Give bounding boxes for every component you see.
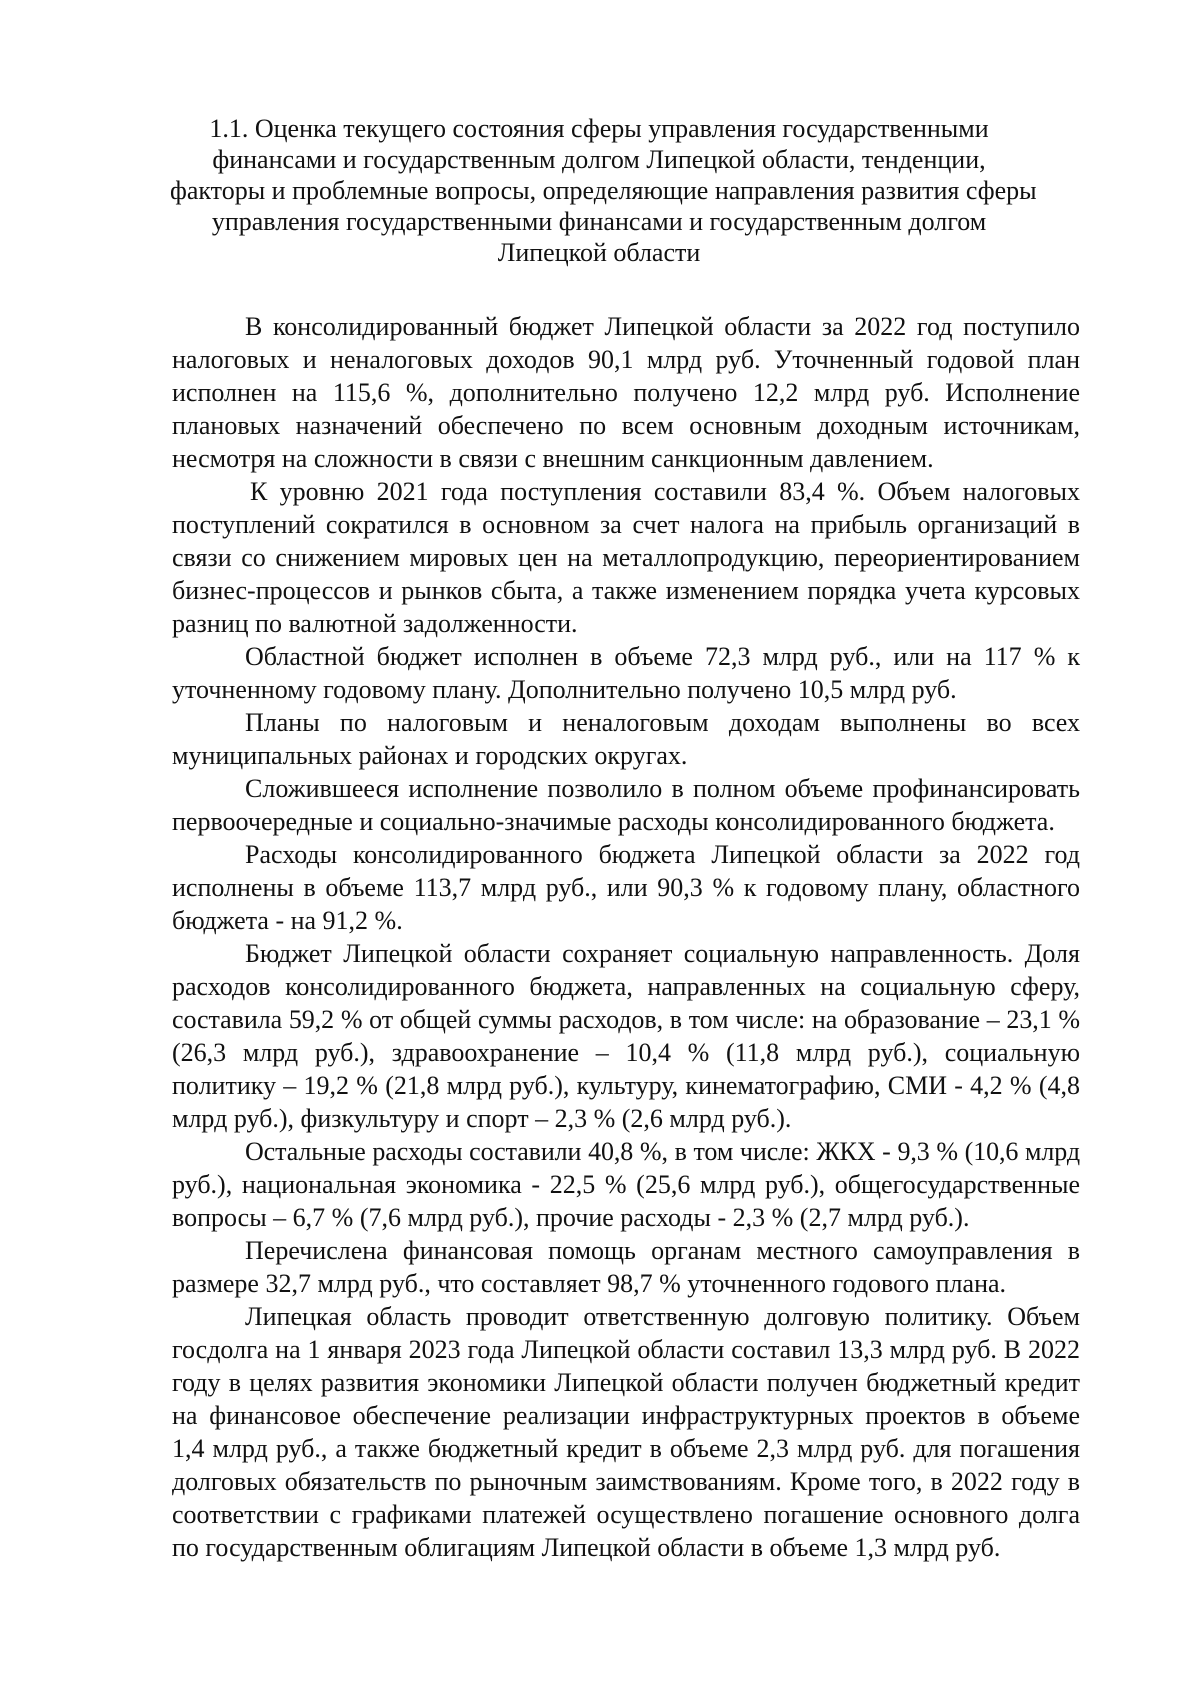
paragraph xyxy=(172,640,1080,706)
text-line: первоочередные и социально-значимые расходы консолидированного бюджета. xyxy=(172,807,1055,836)
text-line: 1,4 млрд руб., а также бюджетный кредит в объеме 2,3 млрд руб. для погашения xyxy=(172,1434,1080,1463)
paragraph xyxy=(172,772,1080,838)
paragraph xyxy=(172,1234,1080,1300)
heading-line: финансами и государственным долгом Липецкой области, тенденции, xyxy=(212,145,986,174)
text-line: политику – 19,2 % (21,8 млрд руб.), культуру, кинематографию, СМИ - 4,2 % (4,8 xyxy=(172,1071,1080,1100)
text-line: госдолга на 1 января 2023 года Липецкой области составил 13,3 млрд руб. В 2022 xyxy=(172,1335,1080,1364)
section-heading xyxy=(170,113,1037,268)
text-line: размере 32,7 млрд руб., что составляет 98,7 % уточненного годового плана. xyxy=(172,1269,1007,1298)
text-line: связи со снижением мировых цен на металлопродукцию, переориентированием xyxy=(172,543,1080,572)
heading-line: управления государственными финансами и государственным долгом xyxy=(211,207,987,236)
text-line: году в целях развития экономики Липецкой области получен бюджетный кредит xyxy=(172,1368,1080,1397)
text-line: Липецкая область проводит ответственную долговую политику. Объем xyxy=(245,1302,1080,1331)
text-line: В консолидированный бюджет Липецкой области за 2022 год поступило xyxy=(245,312,1080,341)
text-line: Областной бюджет исполнен в объеме 72,3 млрд руб., или на 117 % к xyxy=(245,642,1080,671)
heading-line: факторы и проблемные вопросы, определяющие направления развития сферы xyxy=(170,176,1037,205)
heading-line: 1.1. Оценка текущего состояния сферы управления государственными xyxy=(209,114,989,143)
text-line: налоговых и неналоговых доходов 90,1 млрд руб. Уточненный годовой план xyxy=(172,345,1080,374)
paragraph xyxy=(172,937,1080,1135)
body-text xyxy=(172,310,1080,1564)
text-line: Расходы консолидированного бюджета Липецкой области за 2022 год xyxy=(245,840,1080,869)
text-line: млрд руб.), физкультуру и спорт – 2,3 % (2,6 млрд руб.). xyxy=(172,1104,792,1133)
heading-line: Липецкой области xyxy=(497,238,701,267)
text-line: Сложившееся исполнение позволило в полном объеме профинансировать xyxy=(245,774,1080,803)
text-line: поступлений сократился в основном за счет налога на прибыль организаций в xyxy=(172,510,1080,539)
text-line: расходов консолидированного бюджета, направленных на социальную сферу, xyxy=(172,972,1080,1001)
text-line: вопросы – 6,7 % (7,6 млрд руб.), прочие расходы - 2,3 % (2,7 млрд руб.). xyxy=(172,1203,970,1232)
text-line: по государственным облигациям Липецкой области в объеме 1,3 млрд руб. xyxy=(172,1533,1001,1562)
text-line: уточненному годовому плану. Дополнительно получено 10,5 млрд руб. xyxy=(172,675,957,704)
text-line: Остальные расходы составили 40,8 %, в том числе: ЖКХ - 9,3 % (10,6 млрд xyxy=(245,1137,1080,1166)
text-line: Бюджет Липецкой области сохраняет социальную направленность. Доля xyxy=(245,939,1080,968)
text-line: (26,3 млрд руб.), здравоохранение – 10,4 % (11,8 млрд руб.), социальную xyxy=(172,1038,1080,1067)
paragraph xyxy=(172,1300,1080,1564)
text-line: исполнены в объеме 113,7 млрд руб., или 90,3 % к годовому плану, областного xyxy=(172,873,1080,902)
text-line: бизнес-процессов и рынков сбыта, а также изменением порядка учета курсовых xyxy=(172,576,1080,605)
text-line: долговых обязательств по рыночным заимствованиям. Кроме того, в 2022 году в xyxy=(172,1467,1080,1496)
text-line: разниц по валютной задолженности. xyxy=(172,609,578,638)
text-line: К уровню 2021 года поступления составили 83,4 %. Объем налоговых xyxy=(250,477,1080,506)
paragraph xyxy=(172,475,1080,640)
text-line: плановых назначений обеспечено по всем основным доходным источникам, xyxy=(172,411,1080,440)
paragraph xyxy=(172,706,1080,772)
text-line: на финансовое обеспечение реализации инфраструктурных проектов в объеме xyxy=(172,1401,1080,1430)
text-line: составила 59,2 % от общей суммы расходов, в том числе: на образование – 23,1 % xyxy=(172,1005,1080,1034)
text-line: несмотря на сложности в связи с внешним санкционным давлением. xyxy=(172,444,934,473)
text-line: Планы по налоговым и неналоговым доходам выполнены во всех xyxy=(245,708,1080,737)
paragraph xyxy=(172,838,1080,937)
paragraph xyxy=(172,310,1080,475)
text-line: муниципальных районах и городских округах. xyxy=(172,741,688,770)
text-line: бюджета - на 91,2 %. xyxy=(172,906,403,935)
text-line: исполнен на 115,6 %, дополнительно получено 12,2 млрд руб. Исполнение xyxy=(172,378,1080,407)
text-line: руб.), национальная экономика - 22,5 % (25,6 млрд руб.), общегосударственные xyxy=(172,1170,1080,1199)
text-line: Перечислена финансовая помощь органам местного самоуправления в xyxy=(245,1236,1080,1265)
text-line: соответствии с графиками платежей осуществлено погашение основного долга xyxy=(172,1500,1080,1529)
paragraph xyxy=(172,1135,1080,1234)
